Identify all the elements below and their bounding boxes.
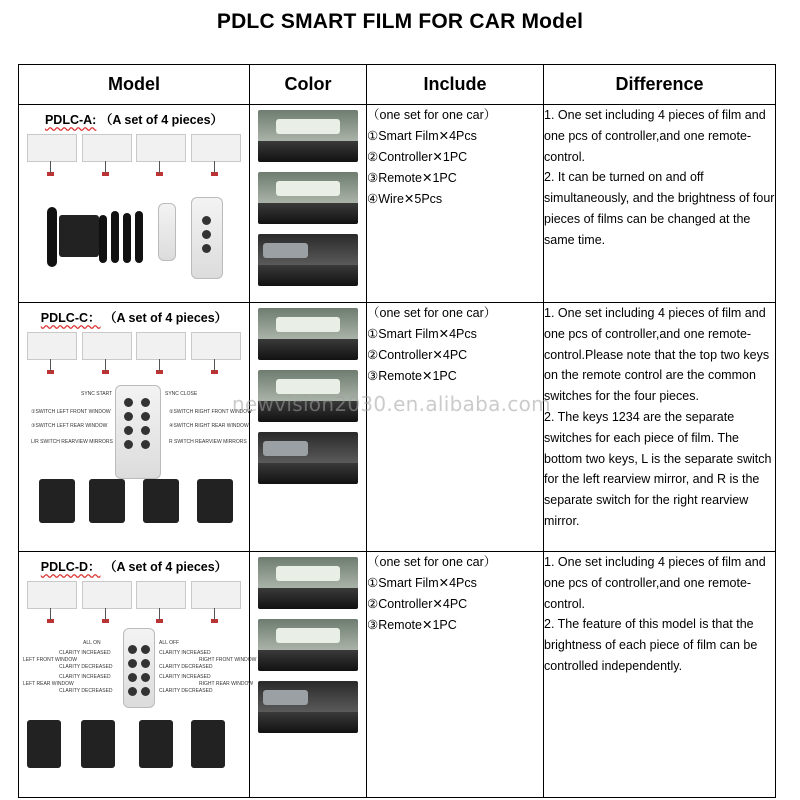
- controller-kit-image: [41, 197, 231, 277]
- remote-label: LEFT FRONT WINDOW: [23, 657, 77, 663]
- remote-label: R SWITCH REARVIEW MIRRORS: [169, 439, 247, 445]
- model-heading: [19, 557, 249, 575]
- include-line: ③Remote✕1PC: [367, 171, 457, 185]
- include-line: ④Wire✕5Pcs: [367, 192, 443, 206]
- model-cell-pdlc-c: [19, 303, 250, 552]
- car-window-photo: [258, 557, 358, 609]
- film-pieces: [19, 332, 249, 360]
- remote-label: ①SWITCH LEFT FRONT WINDOW: [31, 409, 111, 415]
- table-row-pdlc-c: [19, 303, 776, 552]
- remote-label: RIGHT REAR WINDOW: [199, 681, 254, 687]
- film-piece-image: [82, 581, 132, 609]
- model-heading: [19, 110, 249, 128]
- remote-diagram: [19, 628, 257, 708]
- remote-label: CLARITY INCREASED: [59, 674, 111, 680]
- difference-item: 1. One set including 4 pieces of film and one pcs of controller,and one remote-control.: [544, 108, 766, 164]
- header-model: Model: [19, 65, 250, 105]
- table-row-pdlc-a: [19, 105, 776, 303]
- include-line: ③Remote✕1PC: [367, 618, 457, 632]
- remote-control-image: [115, 385, 161, 479]
- remote-label: CLARITY DECREASED: [159, 664, 213, 670]
- model-set: （A set of 4 pieces）: [104, 560, 228, 574]
- remote-label: SYNC CLOSE: [165, 391, 198, 397]
- remote-label: ALL OFF: [159, 640, 180, 646]
- model-code: PDLC-C：: [40, 311, 101, 325]
- header-color: Color: [250, 65, 367, 105]
- film-piece-image: [191, 581, 241, 609]
- film-piece-image: [191, 332, 241, 360]
- remote-label: ALL ON: [83, 640, 101, 646]
- remote-label: CLARITY DECREASED: [59, 688, 113, 694]
- film-piece-image: [191, 134, 241, 162]
- difference-item: 1. One set including 4 pieces of film and one pcs of controller,and one remote-control.: [544, 555, 766, 611]
- film-piece-image: [82, 134, 132, 162]
- remote-label: RIGHT FRONT WINDOW: [199, 657, 257, 663]
- car-window-photo: [258, 308, 358, 360]
- controller-boxes-image: [39, 477, 239, 529]
- car-window-photo: [258, 234, 358, 286]
- include-line: ①Smart Film✕4Pcs: [367, 327, 477, 341]
- remote-label: CLARITY DECREASED: [59, 664, 113, 670]
- model-code: PDLC-D：: [40, 560, 101, 574]
- model-comparison-table: [18, 64, 776, 798]
- remote-label: L/R SWITCH REARVIEW MIRRORS: [31, 439, 113, 445]
- color-cell-pdlc-c: [250, 303, 367, 552]
- difference-cell-pdlc-c: [544, 303, 776, 552]
- header-difference: Difference: [544, 65, 776, 105]
- model-set: （A set of 4 pieces）: [104, 311, 228, 325]
- car-window-photo: [258, 619, 358, 671]
- include-line: ②Controller✕4PC: [367, 348, 468, 362]
- difference-cell-pdlc-d: [544, 552, 776, 798]
- difference-item: 2. It can be turned on and off simultaneously, and the brightness of four pieces of films can be changed at the same time.: [544, 170, 775, 247]
- remote-label: CLARITY DECREASED: [159, 688, 213, 694]
- page-title: PDLC SMART FILM FOR CAR Model: [216, 10, 584, 33]
- remote-control-image: [123, 628, 155, 708]
- remote-label: ②SWITCH RIGHT FRONT WINDOW: [169, 409, 252, 415]
- include-line: ③Remote✕1PC: [367, 369, 457, 383]
- film-pieces: [19, 134, 249, 162]
- include-line: （one set for one car）: [367, 108, 497, 122]
- include-cell-pdlc-a: [367, 105, 544, 303]
- model-set: （A set of 4 pieces）: [99, 113, 224, 127]
- film-piece-image: [136, 581, 186, 609]
- include-line: （one set for one car）: [367, 555, 497, 569]
- model-heading: [19, 308, 249, 326]
- remote-label: CLARITY INCREASED: [159, 650, 211, 656]
- difference-item: 1. One set including 4 pieces of film and one pcs of controller,and one remote-control.Please note that the top two keys on the remote control are the common switches for the four pieces.: [544, 306, 770, 404]
- color-cell-pdlc-d: [250, 552, 367, 798]
- header-row: [19, 65, 776, 105]
- include-cell-pdlc-d: [367, 552, 544, 798]
- difference-item: 2. The keys 1234 are the separate switches for each piece of film. The bottom two keys, L is the separate switch for the left rearview mirror, and R is the separate switch for the right rearview mirror.: [544, 409, 772, 528]
- header-include: Include: [367, 65, 544, 105]
- remote-diagram: [19, 383, 250, 479]
- watermark: newvision2030.en.alibaba.com: [232, 392, 551, 416]
- include-cell-pdlc-c: [367, 303, 544, 552]
- remote-label: CLARITY INCREASED: [159, 674, 211, 680]
- include-line: ②Controller✕1PC: [367, 150, 468, 164]
- include-line: ②Controller✕4PC: [367, 597, 468, 611]
- include-line: ①Smart Film✕4Pcs: [367, 129, 477, 143]
- car-window-photo: [258, 172, 358, 224]
- difference-cell-pdlc-a: [544, 105, 776, 303]
- table-row-pdlc-d: [19, 552, 776, 798]
- model-code: PDLC-A:: [44, 113, 97, 127]
- car-window-photo: [258, 432, 358, 484]
- controller-boxes-image: [27, 716, 242, 786]
- remote-label: LEFT REAR WINDOW: [23, 681, 74, 687]
- film-piece-image: [27, 134, 77, 162]
- film-piece-image: [82, 332, 132, 360]
- car-window-photo: [258, 110, 358, 162]
- remote-label: SYNC START: [81, 391, 113, 397]
- include-line: ①Smart Film✕4Pcs: [367, 576, 477, 590]
- film-piece-image: [136, 332, 186, 360]
- film-piece-image: [27, 332, 77, 360]
- model-cell-pdlc-d: [19, 552, 257, 798]
- remote-label: ④SWITCH RIGHT REAR WINDOW: [169, 423, 249, 429]
- include-line: （one set for one car）: [367, 306, 497, 320]
- film-pieces: [19, 581, 249, 609]
- film-piece-image: [136, 134, 186, 162]
- difference-item: 2. The feature of this model is that the brightness of each piece of film can be controlled independently.: [544, 617, 758, 673]
- remote-label: CLARITY INCREASED: [59, 650, 111, 656]
- color-cell-pdlc-a: [250, 105, 367, 303]
- model-cell-pdlc-a: [19, 105, 250, 303]
- film-piece-image: [27, 581, 77, 609]
- remote-label: ③SWITCH LEFT REAR WINDOW: [31, 423, 108, 429]
- car-window-photo: [258, 681, 358, 733]
